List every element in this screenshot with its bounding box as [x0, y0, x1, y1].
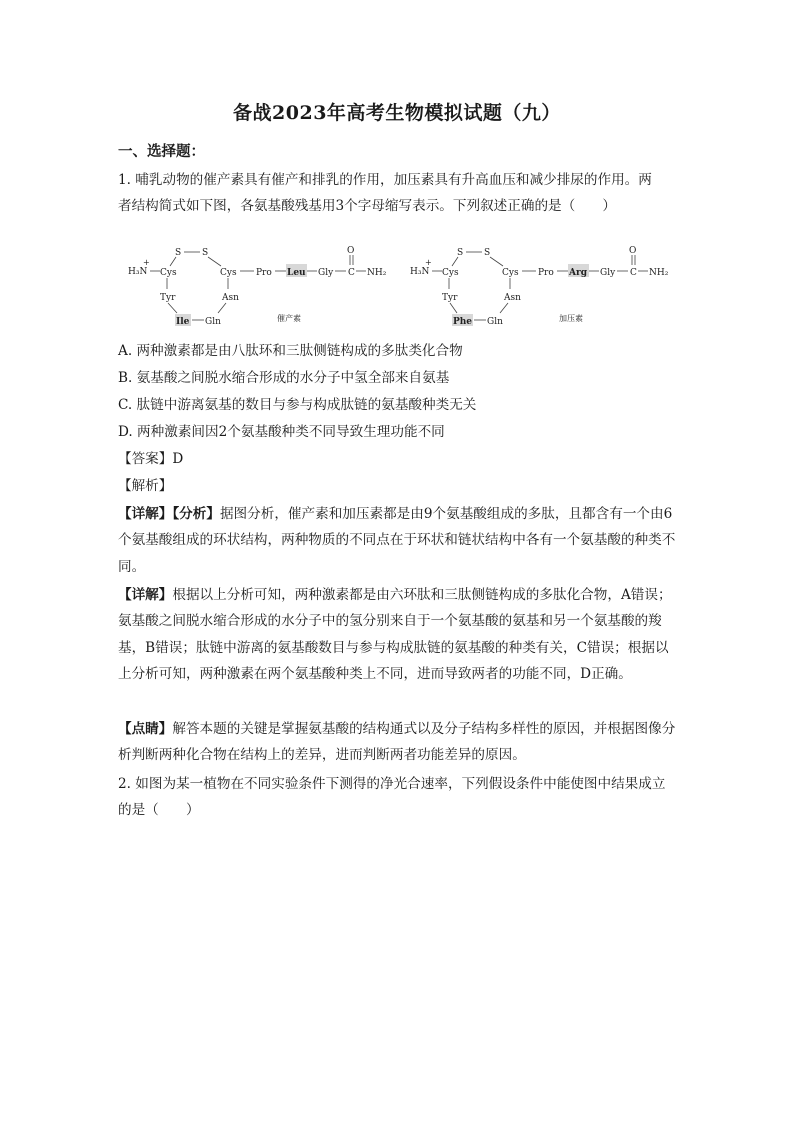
nh2-label: NH₂: [649, 268, 669, 278]
cys-1-label: Cys: [160, 268, 177, 278]
charge-plus: +: [425, 258, 432, 267]
h3n-label: H₃N: [128, 267, 148, 277]
gln-label: Gln: [487, 317, 503, 327]
figure-caption-vasopressin: 加压素: [559, 314, 583, 323]
option-d: D. 两种激素间因2个氨基酸种类不同导致生理功能不同: [118, 424, 445, 440]
option-b: B. 氨基酸之间脱水缩合形成的水分子中氢全部来自氨基: [118, 370, 450, 386]
option-c: C. 肽链中游离氨基的数目与参与构成肽链的氨基酸种类无关: [118, 397, 477, 413]
pro-label: Pro: [538, 268, 554, 278]
carbon-label: C: [348, 268, 355, 278]
paragraph-tag: 【详解】【分析】: [118, 506, 220, 522]
carbon-label: C: [630, 268, 637, 278]
oxytocin-structure: [128, 246, 387, 327]
paragraph-tag: 【点睛】: [118, 721, 173, 737]
tyr-label: Tyr: [160, 293, 176, 303]
section-heading: 一、选择题：: [118, 143, 205, 160]
sulfur-1-label: S: [457, 248, 464, 258]
oxygen-label: O: [347, 246, 355, 256]
answer-line: 【答案】D: [118, 451, 184, 467]
sulfur-1-label: S: [175, 248, 182, 258]
vasopressin-structure: [410, 246, 669, 327]
gly-label: Gly: [600, 268, 616, 278]
paragraph-text: 据图分析，催产素和加压素都是由9个氨基酸组成的多肽，且都含有一个由6个氨基酸组成的环状结构，两种物质的不同点在于环状和链状结构中各有一个氨基酸的种类不同。: [118, 506, 676, 575]
page-title: 备战2023年高考生物模拟试题（九）: [233, 102, 561, 124]
paragraph-text: 根据以上分析可知，两种激素都是由六环肽和三肽侧链构成的多肽化合物，A错误；氨基酸之间脱水缩合形成的水分子中的氢分别来自于一个氨基酸的氨基和另一个氨基酸的羧基，B错误；肽链中游离的氨基酸数目与参与构成肽链的氨基酸的种类有关，C错误；根据以上分析可知，两种激素在两个氨基酸种类上不同，进而导致两者的功能不同，D正确。: [118, 587, 672, 683]
sulfur-2-label: S: [202, 248, 209, 258]
gly-label: Gly: [318, 268, 334, 278]
paragraph-text: 解答本题的关键是掌握氨基酸的结构通式以及分子结构多样性的原因，并根据图像分析判断两种化合物在结构上的差异，进而判断两者功能差异的原因。: [118, 721, 676, 764]
sulfur-2-label: S: [484, 248, 491, 258]
option-a: A. 两种激素都是由八肽环和三肽侧链构成的多肽类化合物: [118, 343, 463, 359]
analysis-heading: 【解析】: [118, 478, 173, 494]
question-2-stem: 2. 如图为某一植物在不同实验条件下测得的净光合速率，下列假设条件中能使图中结果成立的是（ ）: [118, 776, 666, 819]
analysis-paragraph-2: [118, 582, 678, 688]
asn-label: Asn: [504, 293, 521, 303]
cys-2-label: Cys: [502, 268, 519, 278]
analysis-paragraph-1: [118, 501, 678, 580]
asn-label: Asn: [222, 293, 239, 303]
phe-label: Phe: [453, 317, 473, 327]
figure-caption-oxytocin: 催产素: [277, 314, 301, 323]
analysis-paragraph-3: [118, 716, 678, 769]
question-1-stem-line-1: 1. 哺乳动物的催产素具有催产和排乳的作用，加压素具有升高血压和减少排尿的作用。两: [118, 172, 652, 188]
paragraph-tag: 【详解】: [118, 587, 173, 603]
leu-label: Leu: [287, 268, 306, 278]
cys-2-label: Cys: [220, 268, 237, 278]
ile-label: Ile: [176, 317, 190, 327]
oxygen-label: O: [629, 246, 637, 256]
charge-plus: +: [143, 258, 150, 267]
arg-label: Arg: [569, 268, 588, 278]
question-1-stem-line-2: 者结构简式如下图，各氨基酸残基用3个字母缩写表示。下列叙述正确的是（ ）: [118, 198, 617, 214]
gln-label: Gln: [205, 317, 221, 327]
cys-1-label: Cys: [442, 268, 459, 278]
nh2-label: NH₂: [367, 268, 387, 278]
h3n-label: H₃N: [410, 267, 430, 277]
pro-label: Pro: [256, 268, 272, 278]
peptide-structure-figure: [120, 244, 680, 330]
tyr-label: Tyr: [442, 293, 458, 303]
